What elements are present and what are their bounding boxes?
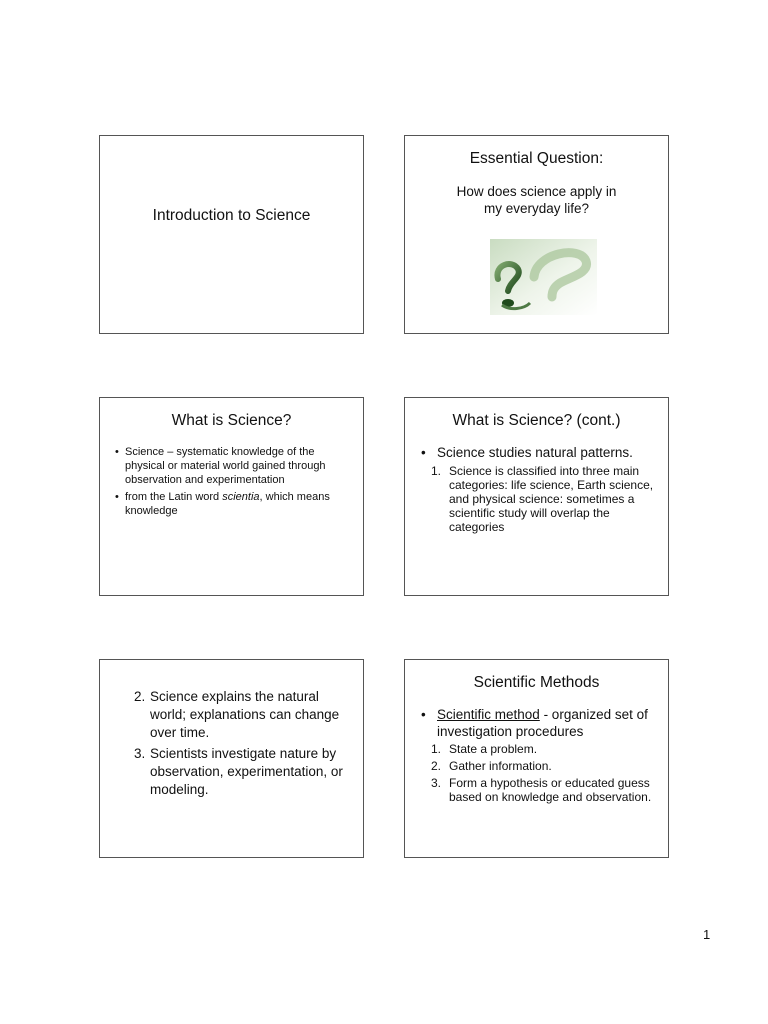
bullet-text: - organized set of investigation procedures [437, 707, 648, 739]
bullet-text: from the Latin word [125, 491, 223, 503]
numbered-list [431, 742, 656, 807]
question-mark-image [490, 239, 597, 315]
slide-what-is-science [99, 397, 364, 596]
slide-title: What is Science? [171, 412, 292, 429]
list-item [431, 742, 656, 756]
item-text: State a problem. [449, 742, 538, 756]
slide-what-is-science-cont [404, 397, 669, 596]
slide-title: What is Science? (cont.) [452, 412, 621, 429]
question-text [405, 183, 668, 217]
slide-title: Scientific Methods [473, 674, 600, 691]
slide-scientific-methods [404, 659, 669, 858]
bullet-text: , which means knowledge [125, 491, 330, 517]
latin-word: scientia [222, 491, 260, 503]
item-number: 2. [431, 759, 442, 773]
bullet-list [419, 444, 658, 461]
list-item [134, 745, 353, 799]
item-number: 2. [134, 689, 146, 704]
item-text: Form a hypothesis or educated guess based on knowledge and observation. [449, 776, 652, 804]
defined-term: Scientific method [437, 707, 540, 722]
list-item [431, 759, 656, 773]
bullet-definition: • Science – systematic knowledge of the physical or material world gained through observation and experimentation [113, 445, 351, 487]
numbered-list [134, 688, 353, 802]
item-text: Science explains the natural world; explanations can change over time. [150, 689, 340, 740]
item-number: 1. [431, 464, 442, 478]
slide-science-explains [99, 659, 364, 858]
question-line-2: my everyday life? [483, 201, 590, 216]
item-number: 3. [134, 746, 146, 761]
item-text: Scientists investigate nature by observation, experimentation, or modeling. [150, 746, 343, 797]
item-text: Science is classified into three main categories: life science, Earth science, and physical science: sometimes a scientific study will overlap the categories [449, 464, 654, 534]
list-item [431, 776, 656, 804]
numbered-list [431, 464, 656, 534]
bullet-list [419, 706, 658, 740]
item-number: 1. [431, 742, 442, 756]
page-number: 1 [703, 927, 711, 942]
bullet-etymology [113, 490, 351, 518]
bullet-patterns: • Science studies natural patterns. [419, 444, 658, 461]
slide-title: Introduction to Science [152, 207, 311, 224]
slide-introduction [99, 135, 364, 334]
bullet-list [113, 445, 351, 521]
bullet-definition [419, 706, 658, 740]
slide-essential-question [404, 135, 669, 334]
item-text: Gather information. [449, 759, 552, 773]
question-line-1: How does science apply in [456, 184, 617, 199]
list-item [134, 688, 353, 742]
list-item [431, 464, 656, 534]
item-number: 3. [431, 776, 442, 790]
slide-title: Essential Question: [469, 150, 604, 167]
